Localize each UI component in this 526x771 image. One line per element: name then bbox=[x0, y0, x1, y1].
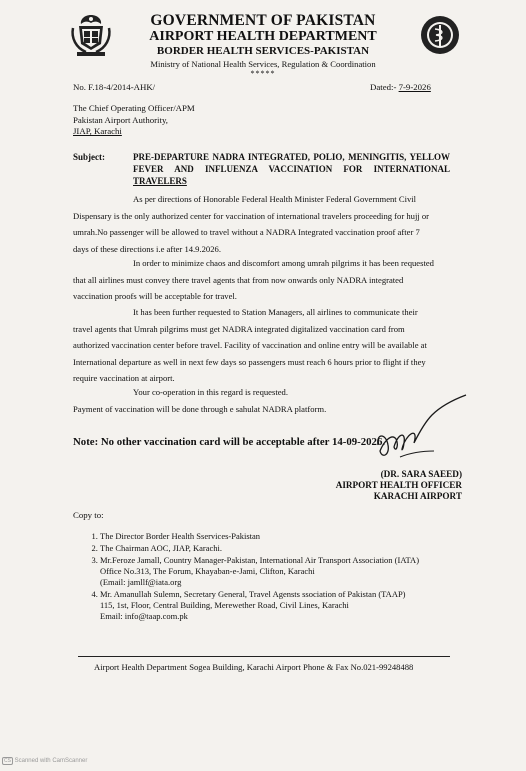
copy-to-label: Copy to: bbox=[73, 510, 104, 520]
list-item: 4. Mr. Amanullah Sulemn, Secretary General, Travel Agensts ssociation of Pakistan (TAAP) 115, 1st, Floor, Central Building, Merewether Road, Civil Lines, Karachi Email: info@taap.com.pk bbox=[100, 589, 485, 622]
recipient-line: JIAP, Karachi bbox=[73, 126, 122, 136]
paragraph-line: As per directions of Honorable Federal Health Minister Federal Government Civil bbox=[133, 194, 417, 204]
cooperation-line: Your co-operation in this regard is requested. bbox=[133, 387, 288, 397]
paragraph-line: International departure as well in next few days so passengers must reach 6 hours prior to flight if they bbox=[73, 356, 426, 367]
header-stars: ***** bbox=[250, 69, 276, 78]
paragraph-line: It has been further requested to Station Managers, all airlines to communicate their bbox=[133, 307, 418, 317]
subject-line: TRAVELERS bbox=[133, 176, 187, 186]
list-item: 3. Mr.Feroze Jamall, Country Manager-Pakistan, International Air Transport Association (IATA) Office No.313, The Forum, Khayaban-e-Jami, Clifton, Karachi (Email: jamllf@iata.org bbox=[100, 555, 485, 588]
paragraph-line: umrah.No passenger will be allowed to travel without a NADRA Integrated vaccination proof after 7 bbox=[73, 227, 420, 237]
recipient-line: The Chief Operating Officer/APM bbox=[73, 103, 195, 113]
subject-label: Subject: bbox=[73, 152, 105, 162]
note-line: Note: No other vaccination card will be acceptable after 14-09-2026. bbox=[73, 436, 386, 448]
signature-block bbox=[300, 469, 462, 502]
payment-line: Payment of vaccination will be done through e sahulat NADRA platform. bbox=[73, 404, 327, 414]
paragraph-line: require vaccination at airport. bbox=[73, 373, 175, 383]
footer-address: Airport Health Department Sogea Building, Karachi Airport Phone & Fax No.021-99248488 bbox=[94, 662, 414, 672]
paragraph-1 bbox=[73, 191, 456, 257]
paragraph-line: In order to minimize chaos and discomfort among umrah pilgrims it has been requested bbox=[133, 258, 434, 268]
header-government: GOVERNMENT OF PAKISTAN bbox=[150, 12, 376, 29]
paragraph-line: days of these directions i.e after 14.9.2026. bbox=[73, 243, 221, 254]
header-ministry: Ministry of National Health Services, Regulation & Coordination bbox=[150, 59, 376, 69]
subject-line: PRE-DEPARTURE NADRA INTEGRATED, POLIO, MENINGITIS, YELLOW bbox=[133, 152, 450, 162]
recipient-block bbox=[73, 103, 195, 138]
header-department: AIRPORT HEALTH DEPARTMENT bbox=[149, 29, 377, 44]
paragraph-3 bbox=[73, 304, 456, 387]
subject-line: FEVER AND INFLUENZA VACCINATION FOR INTERNATIONAL bbox=[133, 164, 450, 174]
paragraph-line: travel agents that Umrah pilgrims must get NADRA integrated digitalized vaccination card from bbox=[73, 323, 405, 334]
paragraph-line: Dispensary is the only authorized center for vaccination of international travelers proceeding for hujj or bbox=[73, 210, 430, 221]
paragraph-line: vaccination proofs will be acceptable for travel. bbox=[73, 291, 237, 301]
signature-image bbox=[370, 393, 470, 473]
camscanner-icon: CS bbox=[4, 758, 11, 764]
paragraph-2 bbox=[73, 255, 456, 305]
signatory-name: (DR. SARA SAEED) bbox=[380, 469, 462, 479]
paragraph-line: authorized vaccination center before travel. Facility of vaccination and online entry will be available at bbox=[73, 340, 427, 350]
paragraph-line: that all airlines must convey there travel agents that from now onwards only NADRA integrated bbox=[73, 274, 404, 285]
date-label: Dated:- bbox=[370, 82, 397, 92]
footer-divider bbox=[78, 656, 450, 657]
watermark-text: Scanned with CamScanner bbox=[14, 758, 88, 764]
date-value: 7-9-2026 bbox=[398, 82, 431, 92]
scanner-watermark bbox=[2, 757, 87, 765]
header-services: BORDER HEALTH SERVICES-PAKISTAN bbox=[156, 45, 370, 57]
signatory-title: AIRPORT HEALTH OFFICER bbox=[335, 480, 462, 490]
signatory-place: KARACHI AIRPORT bbox=[373, 491, 462, 501]
list-item: 2. The Chairman AOC, JIAP, Karachi. bbox=[100, 543, 485, 554]
copy-list bbox=[86, 531, 485, 623]
recipient-line: Pakistan Airport Authority, bbox=[73, 114, 168, 125]
list-item: 1. The Director Border Health Sservices-Pakistan bbox=[100, 531, 485, 542]
letter-date bbox=[370, 81, 431, 94]
subject-text bbox=[133, 151, 450, 187]
reference-number: No. F.18-4/2014-AHK/ bbox=[73, 82, 156, 92]
